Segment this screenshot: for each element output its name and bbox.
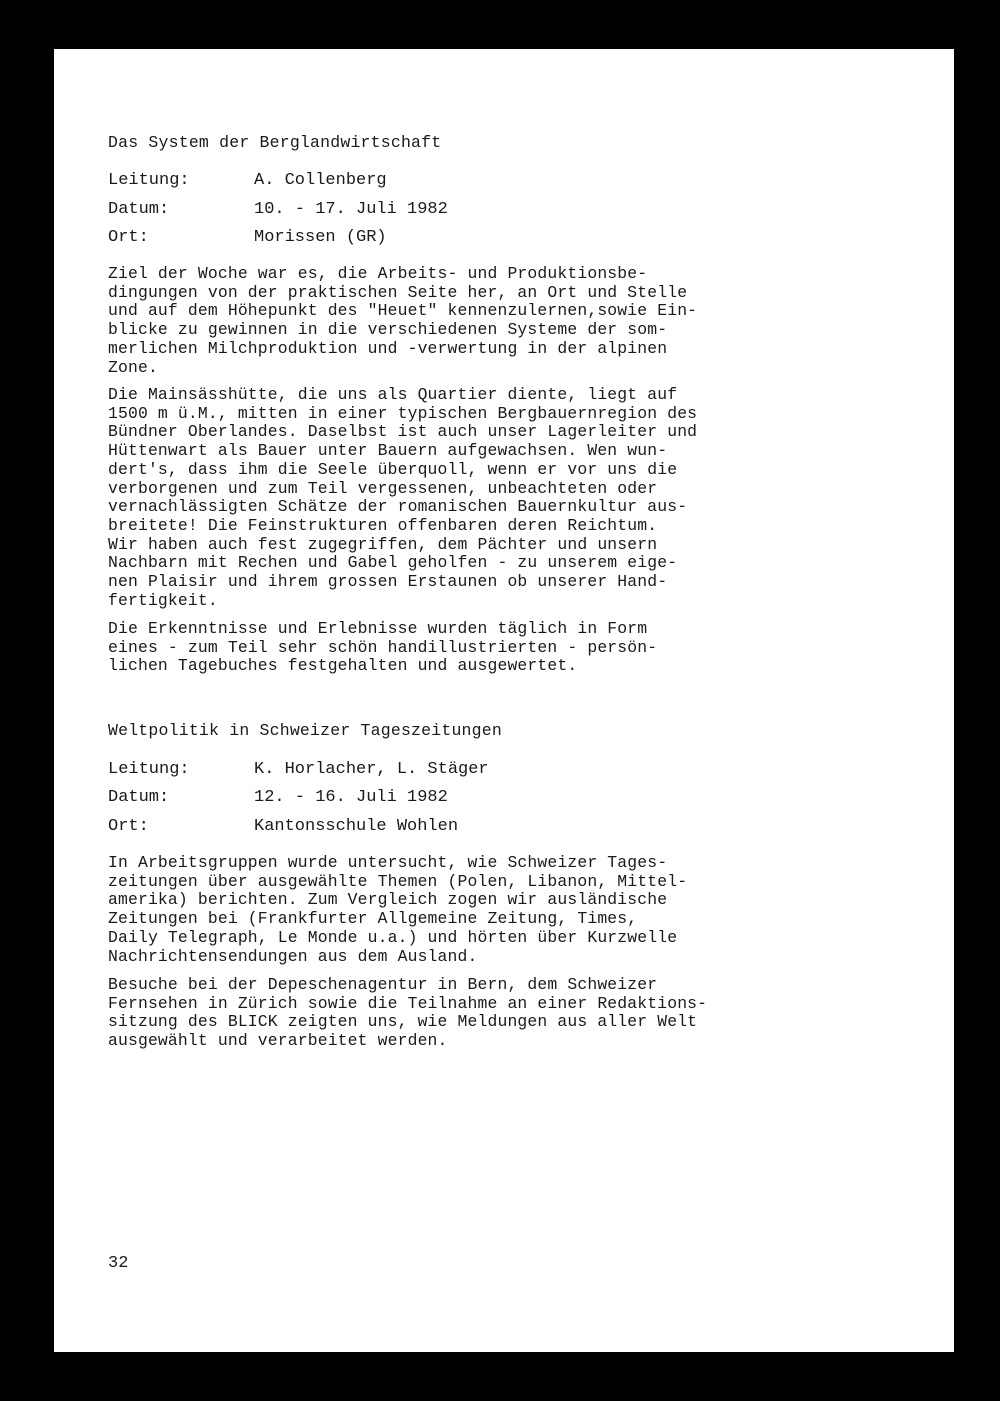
body-paragraph: Ziel der Woche war es, die Arbeits- und Produktionsbe- dingungen von der praktischen Seite her, an Ort und Stelle und auf dem Höhepunkt des "Heuet" kennenzulernen,sowie Ein- blicke zu gewinnen in die verschiedenen Systeme der som- merlichen Milchproduktion und -verwertung in der alpinen Zone.	[108, 264, 698, 377]
meta-key: Ort:	[108, 228, 149, 247]
meta-ort	[108, 228, 387, 247]
meta-datum	[108, 200, 448, 219]
meta-ort	[108, 817, 458, 836]
meta-value: Morissen (GR)	[254, 228, 387, 247]
document-page	[54, 49, 954, 1352]
body-paragraph: Besuche bei der Depeschenagentur in Bern, dem Schweizer Fernsehen in Zürich sowie die Teilnahme an einer Redaktions- sitzung des BLICK zeigten uns, wie Meldungen aus aller Welt ausgewählt und verarbeitet werden.	[108, 975, 708, 1051]
meta-leitung	[108, 171, 387, 190]
meta-key: Leitung:	[108, 171, 190, 190]
meta-key: Datum:	[108, 788, 170, 807]
body-paragraph: Die Erkenntnisse und Erlebnisse wurden täglich in Form eines - zum Teil sehr schön handillustrierten - persön- lichen Tagebuches festgehalten und ausgewertet.	[108, 619, 658, 676]
meta-key: Ort:	[108, 817, 149, 836]
meta-datum	[108, 788, 448, 807]
meta-key: Leitung:	[108, 760, 190, 779]
meta-leitung	[108, 760, 489, 779]
section-title: Das System der Berglandwirtschaft	[108, 133, 442, 152]
meta-value: Kantonsschule Wohlen	[254, 817, 459, 836]
meta-value: 10. - 17. Juli 1982	[254, 200, 448, 219]
body-paragraph: Die Mainsässhütte, die uns als Quartier diente, liegt auf 1500 m ü.M., mitten in einer typischen Bergbauernregion des Bündner Oberlandes. Daselbst ist auch unser Lagerleiter und Hüttenwart als Bauer unter Bauern aufgewachsen. Wen wun- dert's, dass ihm die Seele überquoll, wenn er vor uns die verborgenen und zum Teil vergessenen, unbeachteten oder vernachlässigten Schätze der romanischen Bauernkultur aus- breitete! Die Feinstrukturen offenbaren deren Reichtum. Wir haben auch fest zugegriffen, dem Pächter und unsern Nachbarn mit Rechen und Gabel geholfen - zu unserem eige- nen Plaisir und ihrem grossen Erstaunen ob unserer Hand- fertigkeit.	[108, 385, 698, 610]
meta-value: 12. - 16. Juli 1982	[254, 788, 448, 807]
meta-value: K. Horlacher, L. Stäger	[254, 760, 489, 779]
meta-value: A. Collenberg	[254, 171, 387, 190]
page-number: 32	[108, 1254, 129, 1273]
section-title: Weltpolitik in Schweizer Tageszeitungen	[108, 721, 502, 740]
body-paragraph: In Arbeitsgruppen wurde untersucht, wie Schweizer Tages- zeitungen über ausgewählte Themen (Polen, Libanon, Mittel- amerika) berichten. Zum Vergleich zogen wir ausländische Zeitungen bei (Frankfurter Allgemeine Zeitung, Times, Daily Telegraph, Le Monde u.a.) und hörten über Kurzwelle Nachrichtensendungen aus dem Ausland.	[108, 853, 688, 966]
meta-key: Datum:	[108, 200, 170, 219]
